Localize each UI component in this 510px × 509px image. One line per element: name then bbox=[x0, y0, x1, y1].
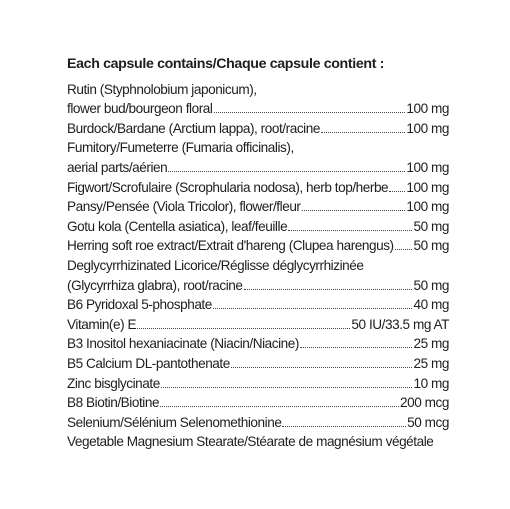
dot-leader bbox=[214, 112, 406, 113]
dot-leader bbox=[137, 328, 350, 329]
ingredient-row bbox=[67, 157, 449, 177]
ingredient-amount: 50 mg bbox=[413, 218, 449, 234]
ingredient-name: flower bud/bourgeon floral bbox=[67, 101, 213, 117]
ingredient-name: Gotu kola (Centella asiatica), leaf/feuille bbox=[67, 218, 288, 234]
ingredient-name: Herring soft roe extract/Extrait d'hareng (Clupea harengus) bbox=[67, 238, 394, 254]
ingredient-row bbox=[67, 334, 449, 354]
ingredient-name: Selenium/Sélénium Selenomethionine bbox=[67, 414, 282, 430]
ingredient-amount: 25 mg bbox=[413, 355, 449, 371]
ingredient-amount: 40 mg bbox=[413, 297, 449, 313]
ingredient-amount: 50 mcg bbox=[407, 414, 449, 430]
ingredient-row bbox=[67, 99, 449, 119]
ingredient-amount: 50 IU/33.5 mg AT bbox=[351, 316, 449, 332]
ingredient-name: Pansy/Pensée (Viola Tricolor), flower/fleur bbox=[67, 199, 301, 215]
ingredient-row bbox=[67, 373, 449, 393]
ingredient-row bbox=[67, 314, 449, 334]
ingredient-name: aerial parts/aérien bbox=[67, 159, 168, 175]
ingredient-name: B6 Pyridoxal 5-phosphate bbox=[67, 297, 212, 313]
ingredient-row bbox=[67, 118, 449, 138]
ingredient-name: B3 Inositol hexaniacinate (Niacin/Niacine) bbox=[67, 336, 299, 352]
ingredients-panel bbox=[67, 54, 449, 451]
ingredient-name: Burdock/Bardane (Arctium lappa), root/racine bbox=[67, 120, 320, 136]
dot-leader bbox=[213, 308, 413, 309]
ingredient-amount: 200 mcg bbox=[400, 395, 449, 411]
ingredient-row bbox=[67, 197, 449, 217]
ingredient-name: B8 Biotin/Biotine bbox=[67, 395, 160, 411]
dot-leader bbox=[168, 171, 405, 172]
dot-leader bbox=[160, 406, 399, 407]
ingredient-name: Deglycyrrhizinated Licorice/Réglisse déglycyrrhizinée bbox=[67, 257, 364, 273]
ingredients-list bbox=[67, 79, 449, 451]
ingredient-row bbox=[67, 393, 449, 413]
ingredient-amount: 100 mg bbox=[406, 120, 449, 136]
ingredient-name: Vegetable Magnesium Stearate/Stéarate de magnésium végétale bbox=[67, 434, 434, 450]
ingredient-name: Vitamin(e) E bbox=[67, 316, 137, 332]
dot-leader bbox=[282, 426, 406, 427]
ingredient-amount: 50 mg bbox=[413, 238, 449, 254]
dot-leader bbox=[300, 347, 413, 348]
ingredient-row bbox=[67, 138, 449, 158]
ingredient-row bbox=[67, 295, 449, 315]
dot-leader bbox=[321, 132, 405, 133]
ingredient-name: Rutin (Styphnolobium japonicum), bbox=[67, 81, 257, 97]
ingredients-heading: Each capsule contains/Chaque capsule contient : bbox=[67, 56, 385, 72]
ingredient-name: B5 Calcium DL-pantothenate bbox=[67, 355, 230, 371]
dot-leader bbox=[288, 230, 412, 231]
ingredient-row bbox=[67, 275, 449, 295]
dot-leader bbox=[389, 191, 405, 192]
ingredient-row bbox=[67, 177, 449, 197]
ingredient-amount: 10 mg bbox=[413, 375, 449, 391]
ingredient-row bbox=[67, 236, 449, 256]
ingredient-amount: 25 mg bbox=[413, 336, 449, 352]
ingredient-name: Fumitory/Fumeterre (Fumaria officinalis), bbox=[67, 140, 294, 156]
ingredient-row bbox=[67, 255, 449, 275]
ingredient-name: Zinc bisglycinate bbox=[67, 375, 160, 391]
ingredient-name: (Glycyrrhiza glabra), root/racine bbox=[67, 277, 243, 293]
ingredient-row bbox=[67, 216, 449, 236]
dot-leader bbox=[244, 289, 413, 290]
ingredient-amount: 50 mg bbox=[413, 277, 449, 293]
dot-leader bbox=[161, 387, 413, 388]
dot-leader bbox=[231, 367, 413, 368]
ingredient-row bbox=[67, 432, 449, 452]
ingredient-row bbox=[67, 353, 449, 373]
ingredient-amount: 100 mg bbox=[406, 101, 449, 117]
dot-leader bbox=[395, 249, 413, 250]
ingredient-row bbox=[67, 79, 449, 99]
ingredient-amount: 100 mg bbox=[406, 199, 449, 215]
ingredient-row bbox=[67, 412, 449, 432]
ingredient-name: Figwort/Scrofulaire (Scrophularia nodosa), herb top/herbe bbox=[67, 179, 389, 195]
dot-leader bbox=[302, 210, 406, 211]
ingredient-amount: 100 mg bbox=[406, 179, 449, 195]
ingredient-amount: 100 mg bbox=[406, 159, 449, 175]
